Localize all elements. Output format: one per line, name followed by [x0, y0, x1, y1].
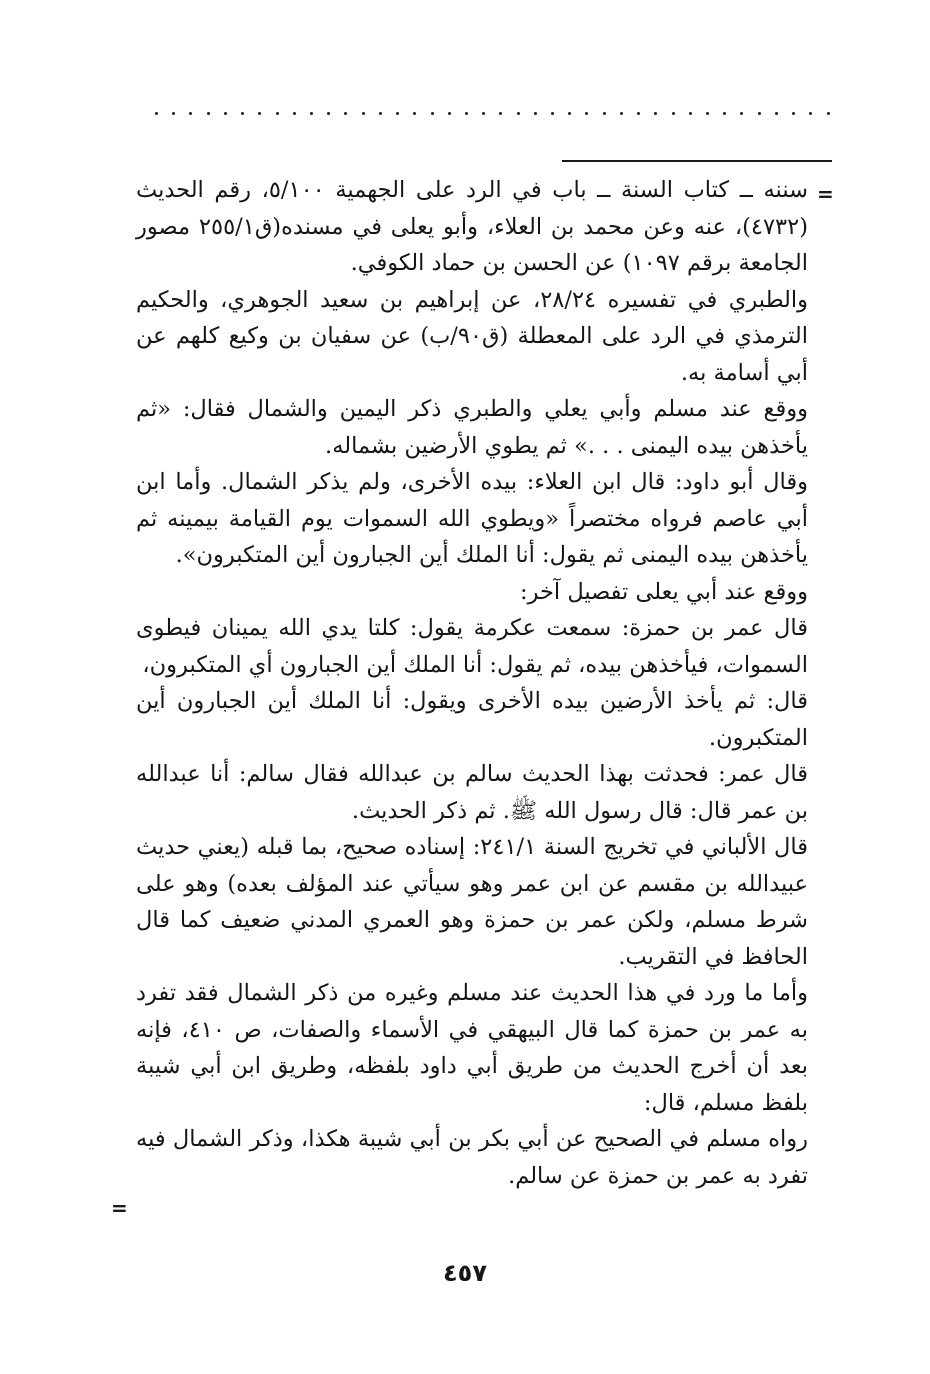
footnote-paragraph-6: قال عمر بن حمزة: سمعت عكرمة يقول: كلتا يدي الله يمينان فيطوى السموات، فيأخذهن بيده، ثم يقول: أنا الملك أين الجبارون أي المتكبرون،: [136, 615, 808, 678]
separator-dot: [740, 112, 743, 115]
separator-dot: [637, 112, 640, 115]
footnote-divider-rule: [562, 160, 832, 162]
separator-dot: [551, 112, 554, 115]
separator-dot: [396, 112, 399, 115]
separator-dot: [276, 112, 279, 115]
page-number: ٤٥٧: [443, 1259, 487, 1287]
separator-dot: [413, 112, 416, 115]
separator-dot: [517, 112, 520, 115]
footnote-paragraph-8: قال عمر: فحدثت بهذا الحديث سالم بن عبدالله فقال سالم: أنا عبدالله بن عمر قال: قال رسول الله ﷺ. ثم ذكر الحديث.: [136, 761, 808, 824]
separator-dot: [809, 112, 812, 115]
footnote-paragraph-11: رواه مسلم في الصحيح عن أبي بكر بن أبي شيبة هكذا، وذكر الشمال فيه تفرد به عمر بن حمزة عن سالم.: [136, 1126, 808, 1189]
separator-dot: [672, 112, 675, 115]
separator-dot: [224, 112, 227, 115]
separator-dot: [465, 112, 468, 115]
separator-dot: [568, 112, 571, 115]
separator-dot: [310, 112, 313, 115]
separator-dot: [207, 112, 210, 115]
separator-dot: [499, 112, 502, 115]
separator-dot: [258, 112, 261, 115]
separator-dot: [775, 112, 778, 115]
footnote-paragraph-9: قال الألباني في تخريج السنة ٢٤١/١: إسناده صحيح، بما قبله (يعني حديث عبيدالله بن مقسم عن ابن عمر وهو سيأتي عند المؤلف بعده) وهو على شرط مسلم، ولكن عمر بن حمزة وهو العمري المدني ضعيف كما قال الحافظ في التقريب.: [136, 834, 808, 970]
footnote-paragraph-7: قال: ثم يأخذ الأرضين بيده الأخرى ويقول: أنا الملك أين الجبارون أين المتكبرون.: [136, 688, 808, 751]
separator-dot: [327, 112, 330, 115]
footnote-text: [136, 172, 808, 1194]
separator-dot: [241, 112, 244, 115]
footnote-paragraph-2: والطبري في تفسيره ٢٨/٢٤، عن إبراهيم بن سعيد الجوهري، والحكيم الترمذي في الرد على المعطلة (ق٩٠/ب) عن سفيان بن وكيع كلهم عن أبي أسامة به.: [136, 286, 809, 386]
separator-dot: [431, 112, 434, 115]
separator-dot: [362, 112, 365, 115]
separator-dot: [482, 112, 485, 115]
separator-dot: [689, 112, 692, 115]
separator-dot: [706, 112, 709, 115]
continuation-marker-start: =: [817, 182, 834, 206]
separator-dot: [723, 112, 726, 115]
separator-dot: [620, 112, 623, 115]
separator-dot: [654, 112, 657, 115]
continuation-marker-end: =: [111, 1196, 128, 1220]
separator-dot: [585, 112, 588, 115]
footnote-paragraph-10: وأما ما ورد في هذا الحديث عند مسلم وغيره من ذكر الشمال فقد تفرد به عمر بن حمزة كما قال البيهقي في الأسماء والصفات، ص ٤١٠، فإنه بعد أن أخرج الحديث من طريق أبي داود بلفظه، وطريق ابن أبي شيبة بلفظ مسلم، قال:: [136, 980, 808, 1116]
separator-dot: [603, 112, 606, 115]
separator-dot: [155, 112, 158, 115]
dotted-separator: [155, 112, 830, 115]
separator-dot: [534, 112, 537, 115]
separator-dot: [758, 112, 761, 115]
separator-dot: [792, 112, 795, 115]
footnote-paragraph-5: ووقع عند أبي يعلى تفصيل آخر:: [520, 578, 808, 605]
separator-dot: [827, 112, 830, 115]
separator-dot: [172, 112, 175, 115]
footnote-paragraph-4: وقال أبو داود: قال ابن العلاء: بيده الأخرى، ولم يذكر الشمال. وأما ابن أبي عاصم فرواه مختصراً «ويطوي الله السموات يوم القيامة بيمينه ثم يأخذهن بيده اليمنى ثم يقول: أنا الملك أين الجبارون أين المتكبرون».: [136, 469, 808, 568]
footnote-paragraph-1: سننه ــ كتاب السنة ــ باب في الرد على الجهمية ٥/١٠٠، رقم الحديث (٤٧٣٢)، عنه وعن محمد بن العلاء، وأبو يعلى في مسنده(ق٢٥٥/١ مصور الجامعة برقم ١٠٩٧) عن الحسن بن حماد الكوفي.: [136, 177, 808, 276]
footnote-paragraph-3: ووقع عند مسلم وأبي يعلي والطبري ذكر اليمين والشمال فقال: «ثم يأخذهن بيده اليمنى . . .» ثم يطوي الأرضين بشماله.: [136, 396, 808, 459]
separator-dot: [344, 112, 347, 115]
separator-dot: [379, 112, 382, 115]
separator-dot: [189, 112, 192, 115]
separator-dot: [293, 112, 296, 115]
separator-dot: [448, 112, 451, 115]
